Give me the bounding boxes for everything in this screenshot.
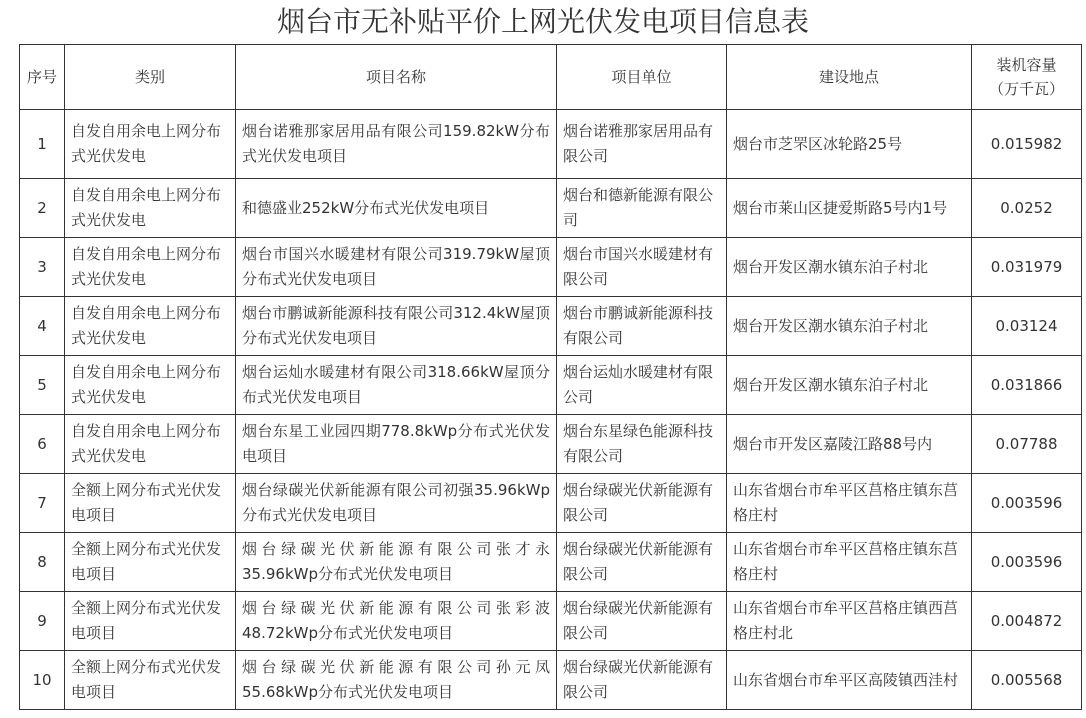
cell-capacity: 0.004872 (972, 592, 1082, 651)
cell-site: 烟台市芝罘区冰轮路25号 (727, 110, 972, 179)
cell-no: 9 (20, 592, 65, 651)
cell-name: 烟台绿碳光伏新能源有限公司张才永35.96kWp分布式光伏发电项目 (236, 533, 557, 592)
header-type: 类别 (65, 45, 236, 110)
cell-site: 山东省烟台市牟平区高陵镇西洼村 (727, 651, 972, 710)
cell-capacity: 0.003596 (972, 533, 1082, 592)
cell-name: 烟台绿碳光伏新能源有限公司孙元凤55.68kWp分布式光伏发电项目 (236, 651, 557, 710)
cell-unit: 烟台诺雅那家居用品有限公司 (557, 110, 727, 179)
table-row (20, 533, 1082, 592)
cell-type: 自发自用余电上网分布式光伏发电 (65, 179, 236, 238)
cell-no: 2 (20, 179, 65, 238)
table-row (20, 238, 1082, 297)
cell-unit: 烟台绿碳光伏新能源有限公司 (557, 592, 727, 651)
cell-site: 山东省烟台市牟平区莒格庄镇东莒格庄村 (727, 474, 972, 533)
cell-site: 烟台市开发区嘉陵江路88号内 (727, 415, 972, 474)
cell-no: 1 (20, 110, 65, 179)
cell-type: 自发自用余电上网分布式光伏发电 (65, 110, 236, 179)
table-header-row (20, 45, 1082, 110)
table-row (20, 179, 1082, 238)
cell-no: 7 (20, 474, 65, 533)
table-row (20, 110, 1082, 179)
header-capacity-unit: （万千瓦） (988, 80, 1064, 98)
table-row (20, 474, 1082, 533)
table-row (20, 356, 1082, 415)
table-row (20, 297, 1082, 356)
table-row (20, 415, 1082, 474)
cell-site: 山东省烟台市牟平区莒格庄镇东莒格庄村 (727, 533, 972, 592)
cell-site: 烟台市莱山区捷爱斯路5号内1号 (727, 179, 972, 238)
cell-unit: 烟台运灿水暖建材有限公司 (557, 356, 727, 415)
cell-capacity: 0.0252 (972, 179, 1082, 238)
cell-name: 和德盛业252kW分布式光伏发电项目 (236, 179, 557, 238)
cell-unit: 烟台绿碳光伏新能源有限公司 (557, 651, 727, 710)
cell-unit: 烟台绿碳光伏新能源有限公司 (557, 533, 727, 592)
cell-unit: 烟台和德新能源有限公司 (557, 179, 727, 238)
cell-unit: 烟台绿碳光伏新能源有限公司 (557, 474, 727, 533)
cell-capacity: 0.015982 (972, 110, 1082, 179)
cell-unit: 烟台市鹏诚新能源科技有限公司 (557, 297, 727, 356)
cell-no: 4 (20, 297, 65, 356)
cell-no: 5 (20, 356, 65, 415)
cell-capacity: 0.005568 (972, 651, 1082, 710)
cell-site: 烟台开发区潮水镇东泊子村北 (727, 356, 972, 415)
cell-type: 全额上网分布式光伏发电项目 (65, 651, 236, 710)
cell-type: 自发自用余电上网分布式光伏发电 (65, 238, 236, 297)
project-table (19, 44, 1082, 710)
cell-name: 烟台市国兴水暖建材有限公司319.79kW屋顶分布式光伏发电项目 (236, 238, 557, 297)
cell-type: 全额上网分布式光伏发电项目 (65, 474, 236, 533)
table-row (20, 651, 1082, 710)
cell-capacity: 0.031979 (972, 238, 1082, 297)
cell-type: 自发自用余电上网分布式光伏发电 (65, 297, 236, 356)
page-title: 烟台市无补贴平价上网光伏发电项目信息表 (276, 5, 809, 38)
header-name: 项目名称 (236, 45, 557, 110)
cell-type: 全额上网分布式光伏发电项目 (65, 592, 236, 651)
cell-type: 自发自用余电上网分布式光伏发电 (65, 415, 236, 474)
cell-name: 烟台绿碳光伏新能源有限公司初强35.96kWp分布式光伏发电项目 (236, 474, 557, 533)
header-unit: 项目单位 (557, 45, 727, 110)
cell-capacity: 0.03124 (972, 297, 1082, 356)
cell-no: 10 (20, 651, 65, 710)
cell-name: 烟台东星工业园四期778.8kWp分布式光伏发电项目 (236, 415, 557, 474)
cell-name: 烟台市鹏诚新能源科技有限公司312.4kW屋顶分布式光伏发电项目 (236, 297, 557, 356)
cell-name: 烟台绿碳光伏新能源有限公司张彩波48.72kWp分布式光伏发电项目 (236, 592, 557, 651)
cell-unit: 烟台东星绿色能源科技有限公司 (557, 415, 727, 474)
cell-type: 全额上网分布式光伏发电项目 (65, 533, 236, 592)
cell-no: 8 (20, 533, 65, 592)
cell-type: 自发自用余电上网分布式光伏发电 (65, 356, 236, 415)
cell-no: 3 (20, 238, 65, 297)
header-no: 序号 (20, 45, 65, 110)
header-capacity (972, 45, 1082, 110)
cell-no: 6 (20, 415, 65, 474)
cell-name: 烟台诺雅那家居用品有限公司159.82kW分布式光伏发电项目 (236, 110, 557, 179)
header-site: 建设地点 (727, 45, 972, 110)
table-row (20, 592, 1082, 651)
cell-site: 烟台开发区潮水镇东泊子村北 (727, 297, 972, 356)
cell-unit: 烟台市国兴水暖建材有限公司 (557, 238, 727, 297)
cell-capacity: 0.07788 (972, 415, 1082, 474)
header-capacity-label: 装机容量 (996, 56, 1057, 74)
cell-capacity: 0.003596 (972, 474, 1082, 533)
cell-name: 烟台运灿水暖建材有限公司318.66kW屋顶分布式光伏发电项目 (236, 356, 557, 415)
cell-site: 山东省烟台市牟平区莒格庄镇西莒格庄村北 (727, 592, 972, 651)
cell-site: 烟台开发区潮水镇东泊子村北 (727, 238, 972, 297)
cell-capacity: 0.031866 (972, 356, 1082, 415)
